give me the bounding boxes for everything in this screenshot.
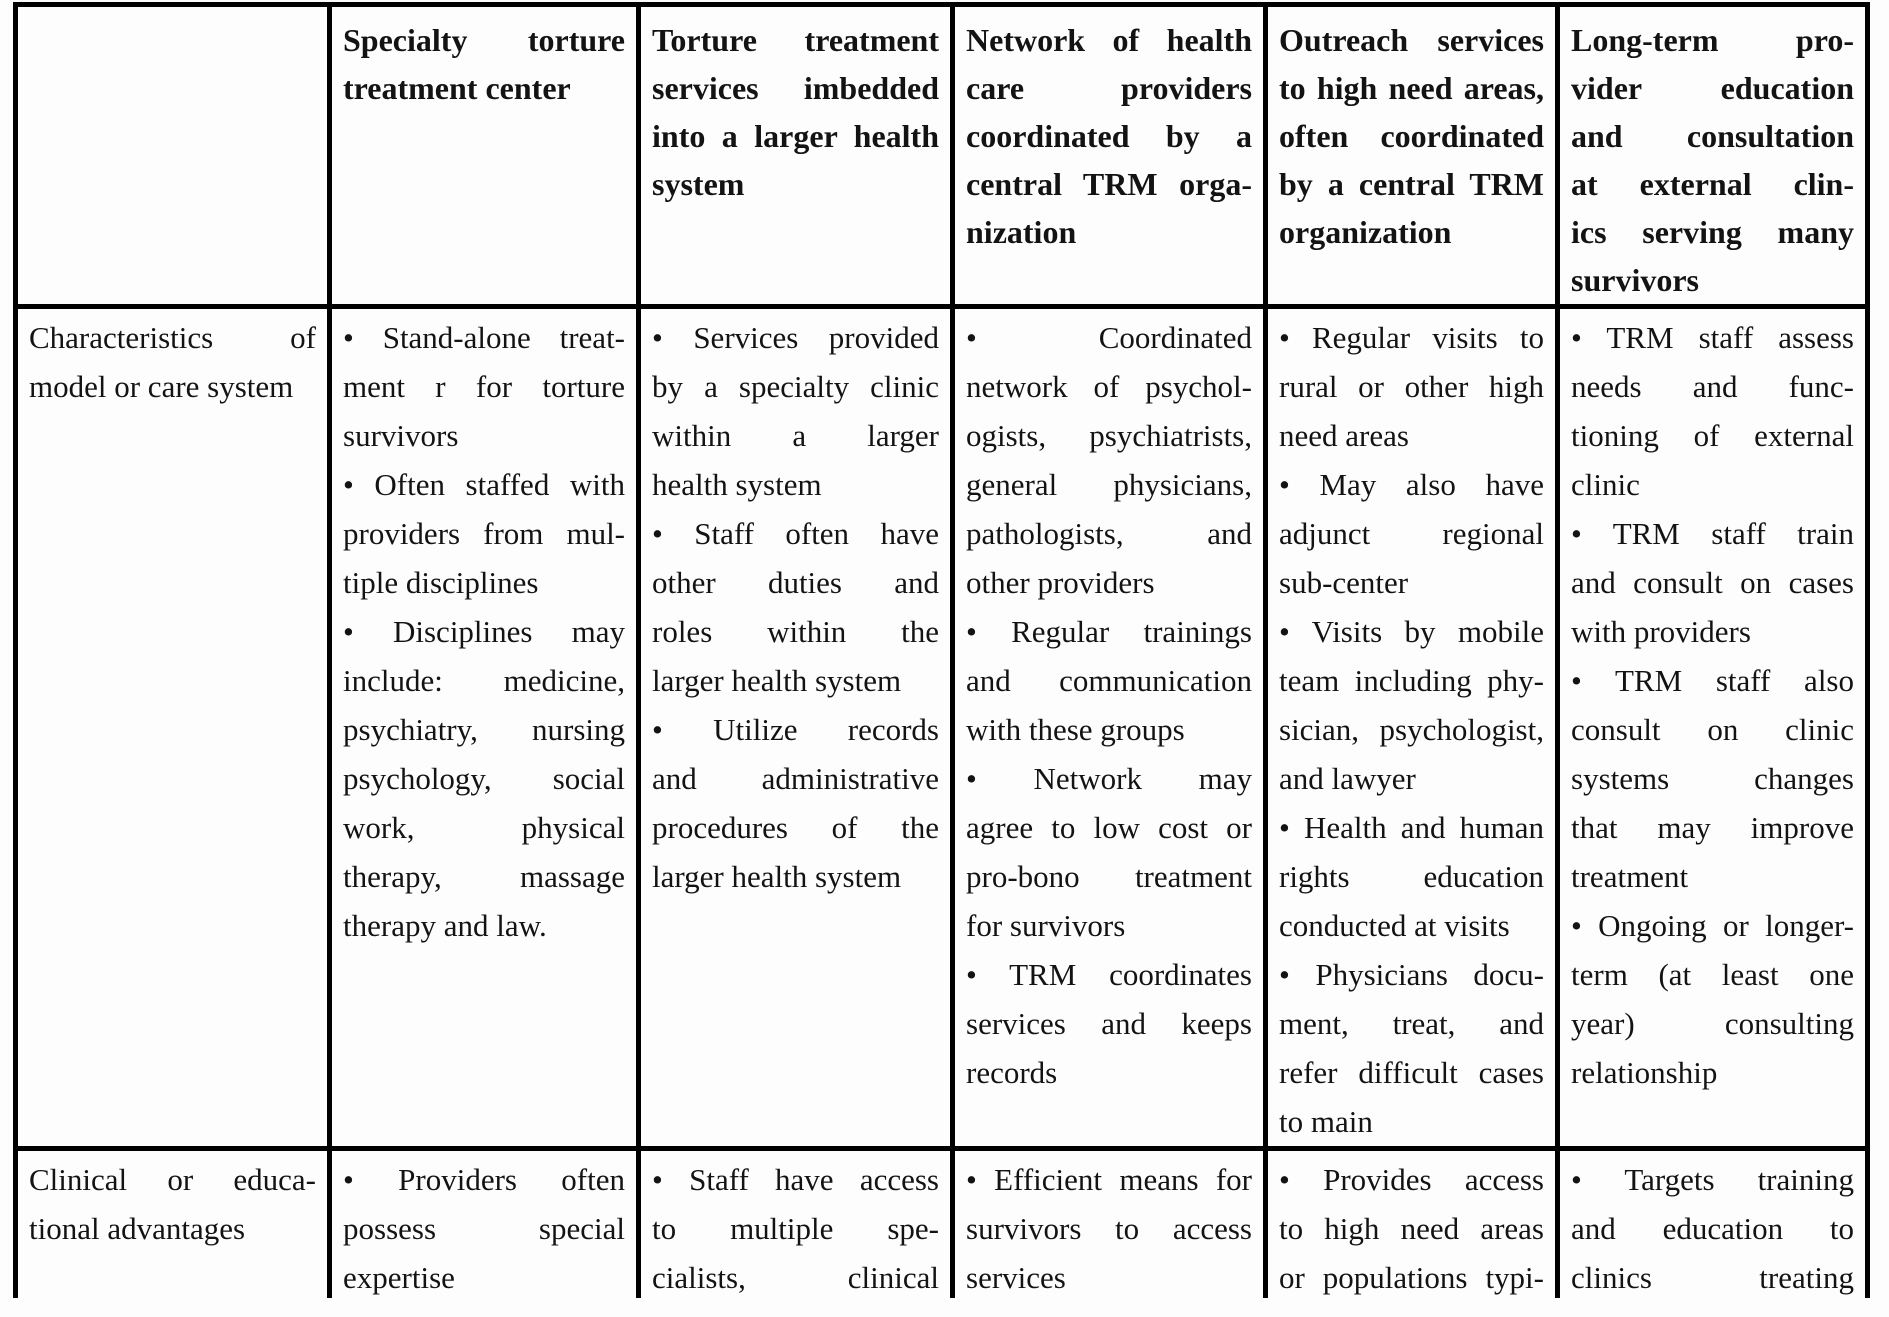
text-line: therapy, massage <box>343 859 625 894</box>
text-line: • Regular trainings <box>966 614 1252 649</box>
text-line: at external clin- <box>1571 166 1854 202</box>
text-line: to high need areas, <box>1279 70 1544 106</box>
text-line: system <box>652 166 745 202</box>
text-line: and communication <box>966 663 1252 698</box>
text-line: psychiatry, nursing <box>343 712 625 747</box>
text-line: survivors <box>1571 262 1699 298</box>
bullet-item <box>1279 607 1544 803</box>
text-line: • Utilize records <box>652 712 939 747</box>
corner-cell <box>13 2 332 309</box>
text-line: adjunct regional <box>1279 516 1544 551</box>
body-cell <box>1268 1151 1560 1298</box>
text-line: and administrative <box>652 761 939 796</box>
text-line: cialists, clinical <box>652 1260 939 1295</box>
text-line: ment, treat, and <box>1279 1006 1544 1041</box>
text-line: tiple disciplines <box>343 565 539 600</box>
text-line: therapy and law. <box>343 908 547 943</box>
text-line: Clinical or educa- <box>29 1162 316 1197</box>
text-line: • Provides access <box>1279 1162 1544 1197</box>
text-line: tional advantages <box>29 1211 246 1246</box>
text-line: • TRM staff also <box>1571 663 1854 698</box>
body-cell <box>1268 309 1560 1151</box>
text-line: • Ongoing or longer- <box>1571 908 1854 943</box>
text-line: survivors <box>343 418 459 453</box>
bullet-item <box>1279 950 1544 1146</box>
text-line: survivors to access <box>966 1211 1252 1246</box>
text-line: vider education <box>1571 70 1854 106</box>
text-line: ogists, psychiatrists, <box>966 418 1252 453</box>
text-line: coordinated by a <box>966 118 1252 154</box>
text-line: within a larger <box>652 418 939 453</box>
text-line: general physicians, <box>966 467 1252 502</box>
text-line: refer difficult cases <box>1279 1055 1544 1090</box>
text-line: • TRM coordinates <box>966 957 1252 992</box>
bullet-item <box>966 607 1252 754</box>
text-line: ment r for torture <box>343 369 625 404</box>
text-line: to multiple spe- <box>652 1211 939 1246</box>
table-region <box>13 2 1870 1298</box>
text-line: clinic <box>1571 467 1640 502</box>
bullet-item <box>966 1155 1252 1298</box>
text-line: clinics treating <box>1571 1260 1854 1295</box>
text-line: to high need areas <box>1279 1211 1544 1246</box>
body-cell <box>1560 309 1870 1151</box>
text-line: by a specialty clinic <box>652 369 939 404</box>
bullet-item <box>1279 313 1544 460</box>
care-models-table-body <box>13 2 1870 1298</box>
text-line: network of psychol- <box>966 369 1252 404</box>
text-line: health system <box>652 467 822 502</box>
text-line: • Physicians docu- <box>1279 957 1544 992</box>
text-line: • Often staffed with <box>343 467 625 502</box>
column-header-cell <box>1560 2 1870 309</box>
text-line: • Regular visits to <box>1279 320 1544 355</box>
text-line: • Staff often have <box>652 516 939 551</box>
text-line: rural or other high <box>1279 369 1544 404</box>
text-line: treatment center <box>343 70 571 106</box>
table-row <box>13 309 1870 1151</box>
text-line: team including phy- <box>1279 663 1544 698</box>
body-cell <box>1560 1151 1870 1298</box>
body-cell <box>332 309 641 1151</box>
text-line: and consultation <box>1571 118 1854 154</box>
text-line: pathologists, and <box>966 516 1252 551</box>
text-line: Torture treatment <box>652 22 939 58</box>
text-line: and consult on cases <box>1571 565 1854 600</box>
bullet-item <box>1279 460 1544 607</box>
text-line: central TRM orga- <box>966 166 1252 202</box>
text-line: conducted at visits <box>1279 908 1510 943</box>
body-cell <box>955 1151 1268 1298</box>
text-line: agree to low cost or <box>966 810 1252 845</box>
text-line: to main <box>1279 1104 1373 1139</box>
text-line: psychology, social <box>343 761 625 796</box>
bullet-item <box>343 460 625 607</box>
text-line: tioning of external <box>1571 418 1854 453</box>
bullet-item <box>652 313 939 509</box>
text-line: roles within the <box>652 614 939 649</box>
text-line: • Stand-alone treat- <box>343 320 625 355</box>
text-line: larger health system <box>652 859 902 894</box>
bullet-item <box>1571 509 1854 656</box>
body-cell <box>955 309 1268 1151</box>
text-line: include: medicine, <box>343 663 625 698</box>
bullet-item <box>343 1155 625 1298</box>
text-line: possess special <box>343 1211 625 1246</box>
text-line: • Efficient means for <box>966 1162 1252 1197</box>
body-cell <box>332 1151 641 1298</box>
bullet-item <box>652 509 939 705</box>
text-line: sub-center <box>1279 565 1409 600</box>
text-line: larger health system <box>652 663 902 698</box>
text-line: Long-term pro- <box>1571 22 1854 58</box>
header-row <box>13 2 1870 309</box>
text-line: rights education <box>1279 859 1544 894</box>
bullet-item <box>966 313 1252 607</box>
text-line: nization <box>966 214 1077 250</box>
bullet-item <box>343 313 625 460</box>
text-line: need areas <box>1279 418 1409 453</box>
text-line: and education to <box>1571 1211 1854 1246</box>
bullet-item <box>343 607 625 950</box>
text-line: for survivors <box>966 908 1126 943</box>
bullet-item <box>1571 313 1854 509</box>
text-line: services and keeps <box>966 1006 1252 1041</box>
table-row <box>13 1151 1870 1298</box>
body-cell <box>641 1151 955 1298</box>
bullet-item <box>1279 1155 1544 1298</box>
text-line: year) consulting <box>1571 1006 1854 1041</box>
text-line: with providers <box>1571 614 1751 649</box>
text-line: records <box>966 1055 1058 1090</box>
text-line: sician, psychologist, <box>1279 712 1544 747</box>
text-line: • Targets training <box>1571 1162 1854 1197</box>
column-header-cell <box>1268 2 1560 309</box>
text-line: term (at least one <box>1571 957 1854 992</box>
text-line: • Health and human <box>1279 810 1544 845</box>
bullet-item <box>1279 803 1544 950</box>
bullet-item <box>1571 1155 1854 1298</box>
text-line: • TRM staff train <box>1571 516 1854 551</box>
text-line: and lawyer <box>1279 761 1416 796</box>
bullet-item <box>966 754 1252 950</box>
text-line: or populations typi- <box>1279 1260 1544 1295</box>
text-line: with these groups <box>966 712 1185 747</box>
column-header-cell <box>641 2 955 309</box>
text-line: care providers <box>966 70 1252 106</box>
text-line: that may improve <box>1571 810 1854 845</box>
text-line: pro-bono treatment <box>966 859 1252 894</box>
text-line: providers from mul- <box>343 516 625 551</box>
text-line: • Network may <box>966 761 1252 796</box>
text-line: treatment <box>1571 859 1689 894</box>
bullet-item <box>966 950 1252 1097</box>
text-line: other duties and <box>652 565 939 600</box>
text-line: procedures of the <box>652 810 939 845</box>
text-line: into a larger health <box>652 118 939 154</box>
body-cell <box>641 309 955 1151</box>
text-line: relationship <box>1571 1055 1718 1090</box>
text-line: • Visits by mobile <box>1279 614 1544 649</box>
text-line: other providers <box>966 565 1155 600</box>
bullet-item <box>652 1155 939 1298</box>
text-line: • TRM staff assess <box>1571 320 1854 355</box>
text-line: services imbedded <box>652 70 939 106</box>
text-line: ics serving many <box>1571 214 1854 250</box>
text-line: expertise <box>343 1260 455 1295</box>
text-line: • Coordinated <box>966 320 1252 355</box>
column-header-cell <box>332 2 641 309</box>
row-label-cell <box>13 309 332 1151</box>
bullet-item <box>652 705 939 901</box>
text-line: needs and func- <box>1571 369 1854 404</box>
care-models-table <box>13 2 1870 1298</box>
text-line: consult on clinic <box>1571 712 1854 747</box>
text-line: Characteristics of <box>29 320 316 355</box>
bullet-item <box>1571 656 1854 901</box>
text-line: systems changes <box>1571 761 1854 796</box>
column-header-cell <box>955 2 1268 309</box>
text-line: • Staff have access <box>652 1162 939 1197</box>
text-line: Specialty torture <box>343 22 625 58</box>
text-line: often coordinated <box>1279 118 1544 154</box>
text-line: • Services provided <box>652 320 939 355</box>
text-line: services <box>966 1260 1066 1295</box>
text-line: • Providers often <box>343 1162 625 1197</box>
row-label-cell <box>13 1151 332 1298</box>
text-line: Outreach services <box>1279 22 1544 58</box>
text-line: model or care system <box>29 369 294 404</box>
bullet-item <box>1571 901 1854 1097</box>
text-line: work, physical <box>343 810 625 845</box>
text-line: • May also have <box>1279 467 1544 502</box>
text-line: Network of health <box>966 22 1252 58</box>
text-line: by a central TRM <box>1279 166 1544 202</box>
text-line: organization <box>1279 214 1452 250</box>
text-line: • Disciplines may <box>343 614 625 649</box>
